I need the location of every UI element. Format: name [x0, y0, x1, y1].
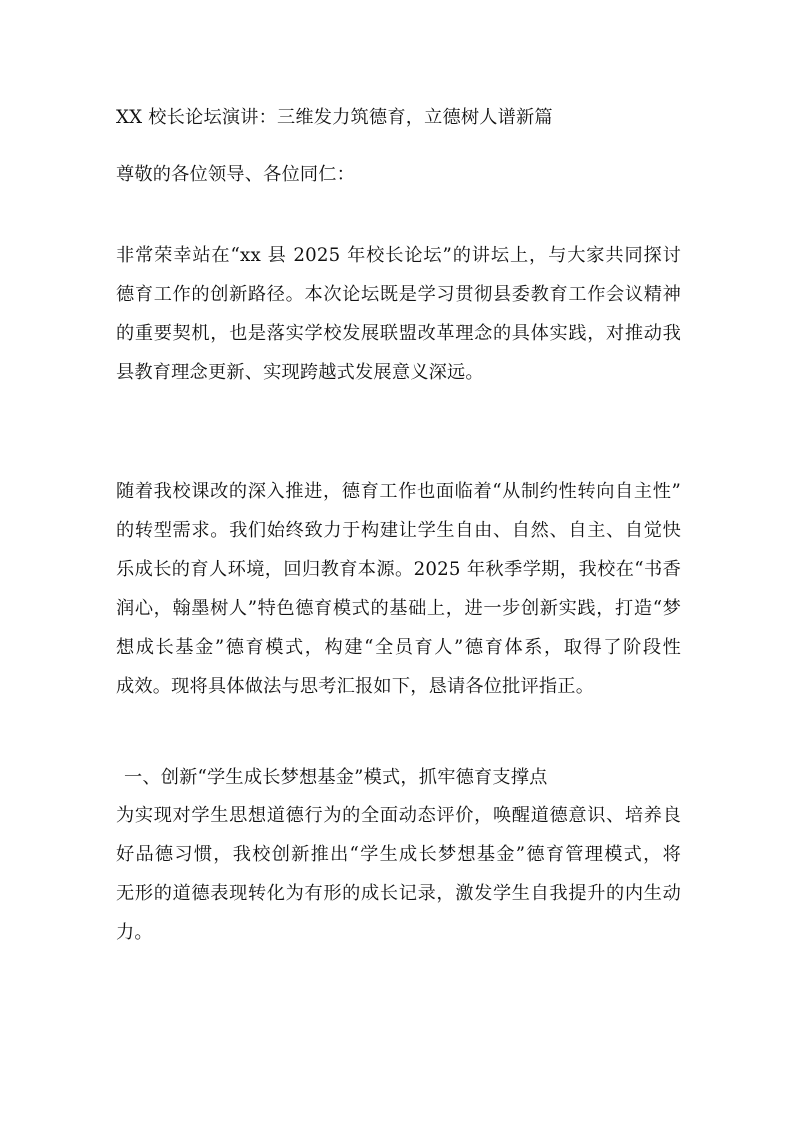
paragraph-line: 非常荣幸站在“xx 县 2025 年校长论坛”的讲坛上，与大家共同探讨 — [116, 245, 681, 266]
document-title: XX 校长论坛演讲：三维发力筑德育，立德树人谱新篇 — [116, 107, 553, 128]
paragraph-line: 德育工作的创新路径。本次论坛既是学习贯彻县委教育工作会议精神 — [116, 284, 681, 305]
paragraph-line: 润心，翰墨树人”特色德育模式的基础上，进一步创新实践，打造“梦 — [116, 598, 681, 619]
paragraph-line: 乐成长的育人环境，回归教育本源。2025 年秋季学期，我校在“书香 — [116, 559, 681, 580]
paragraph-line: 好品德习惯，我校创新推出“学生成长梦想基金”德育管理模式，将 — [116, 844, 681, 865]
paragraph-line: 随着我校课改的深入推进，德育工作也面临着“从制约性转向自主性” — [116, 481, 681, 502]
paragraph-line: 县教育理念更新、实现跨越式发展意义深远。 — [116, 362, 484, 383]
paragraph-line: 力。 — [116, 922, 153, 943]
section-heading: 一、创新“学生成长梦想基金”模式，抓牢德育支撑点 — [124, 767, 548, 788]
paragraph-line: 为实现对学生思想道德行为的全面动态评价，唤醒道德意识、培养良 — [116, 805, 681, 826]
paragraph-line: 的重要契机，也是落实学校发展联盟改革理念的具体实践，对推动我 — [116, 323, 681, 344]
paragraph-line: 无形的道德表现转化为有形的成长记录，激发学生自我提升的内生动 — [116, 883, 681, 904]
paragraph-line: 想成长基金”德育模式，构建“全员育人”德育体系，取得了阶段性 — [116, 637, 681, 658]
greeting: 尊敬的各位领导、各位同仁： — [116, 164, 356, 185]
paragraph-line: 的转型需求。我们始终致力于构建让学生自由、自然、自主、自觉快 — [116, 520, 681, 541]
paragraph-line: 成效。现将具体做法与思考汇报如下，恳请各位批评指正。 — [116, 676, 595, 697]
